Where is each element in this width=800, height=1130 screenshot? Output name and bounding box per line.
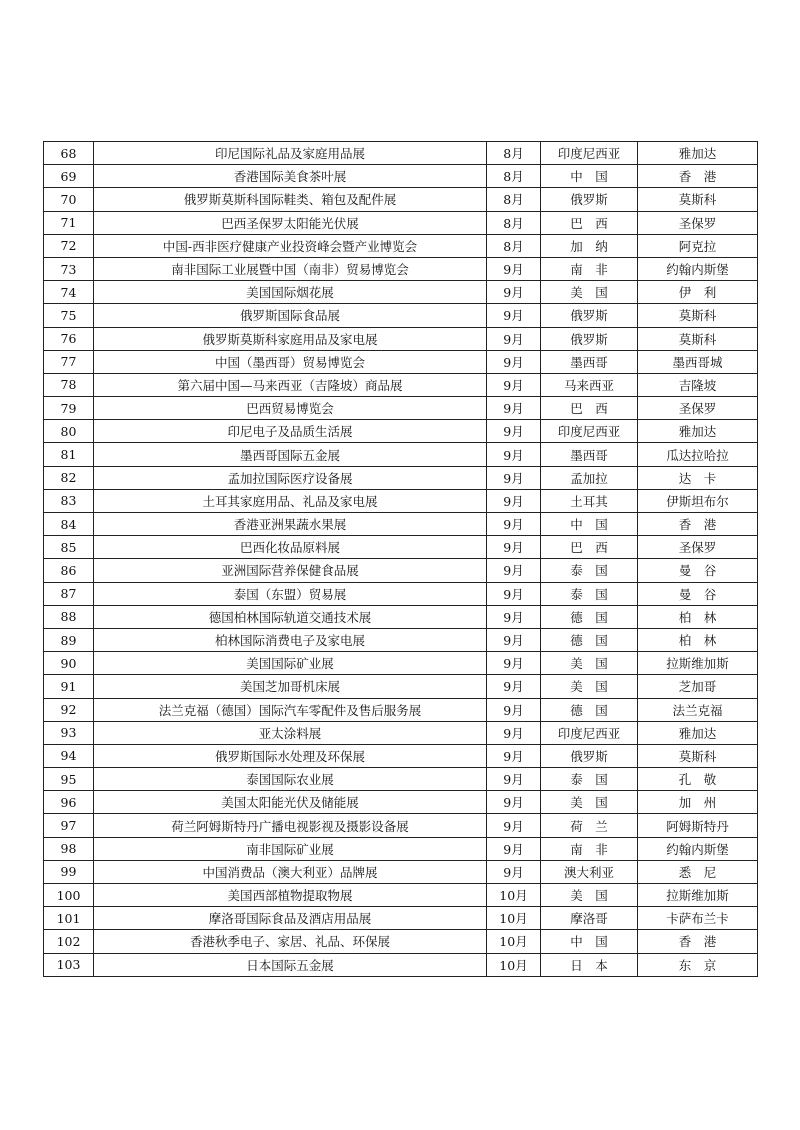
table-row xyxy=(44,397,758,420)
exhibition-month: 9月 xyxy=(487,582,541,605)
exhibition-city: 卡萨布兰卡 xyxy=(638,907,758,930)
exhibition-month: 9月 xyxy=(487,652,541,675)
exhibition-month: 9月 xyxy=(487,513,541,536)
exhibition-city: 柏 林 xyxy=(638,605,758,628)
exhibition-table-body xyxy=(44,142,758,977)
exhibition-name: 亚太涂料展 xyxy=(94,721,487,744)
table-row xyxy=(44,420,758,443)
row-number: 94 xyxy=(44,744,94,767)
row-number: 73 xyxy=(44,257,94,280)
row-number: 98 xyxy=(44,837,94,860)
table-row xyxy=(44,489,758,512)
exhibition-country: 南 非 xyxy=(541,837,638,860)
table-row xyxy=(44,559,758,582)
exhibition-name: 巴西化妆品原料展 xyxy=(94,536,487,559)
exhibition-month: 8月 xyxy=(487,188,541,211)
exhibition-country: 土耳其 xyxy=(541,489,638,512)
table-row xyxy=(44,304,758,327)
exhibition-month: 9月 xyxy=(487,791,541,814)
table-row xyxy=(44,814,758,837)
exhibition-month: 9月 xyxy=(487,744,541,767)
exhibition-month: 9月 xyxy=(487,559,541,582)
table-row xyxy=(44,744,758,767)
exhibition-name: 泰国（东盟）贸易展 xyxy=(94,582,487,605)
exhibition-country: 泰 国 xyxy=(541,582,638,605)
table-row xyxy=(44,652,758,675)
table-row xyxy=(44,536,758,559)
exhibition-city: 加 州 xyxy=(638,791,758,814)
exhibition-city: 吉隆坡 xyxy=(638,373,758,396)
row-number: 91 xyxy=(44,675,94,698)
table-row xyxy=(44,675,758,698)
exhibition-city: 雅加达 xyxy=(638,721,758,744)
table-row xyxy=(44,142,758,165)
row-number: 74 xyxy=(44,281,94,304)
row-number: 69 xyxy=(44,165,94,188)
exhibition-city: 莫斯科 xyxy=(638,304,758,327)
table-row xyxy=(44,791,758,814)
exhibition-country: 荷 兰 xyxy=(541,814,638,837)
exhibition-country: 俄罗斯 xyxy=(541,744,638,767)
exhibition-city: 阿姆斯特丹 xyxy=(638,814,758,837)
exhibition-name: 俄罗斯莫斯科家庭用品及家电展 xyxy=(94,327,487,350)
row-number: 88 xyxy=(44,605,94,628)
exhibition-month: 9月 xyxy=(487,350,541,373)
row-number: 101 xyxy=(44,907,94,930)
table-row xyxy=(44,234,758,257)
exhibition-city: 雅加达 xyxy=(638,142,758,165)
table-row xyxy=(44,373,758,396)
exhibition-country: 马来西亚 xyxy=(541,373,638,396)
row-number: 89 xyxy=(44,628,94,651)
exhibition-city: 莫斯科 xyxy=(638,188,758,211)
exhibition-city: 莫斯科 xyxy=(638,327,758,350)
exhibition-name: 俄罗斯国际食品展 xyxy=(94,304,487,327)
exhibition-city: 法兰克福 xyxy=(638,698,758,721)
table-row xyxy=(44,211,758,234)
row-number: 78 xyxy=(44,373,94,396)
table-row xyxy=(44,513,758,536)
exhibition-month: 9月 xyxy=(487,768,541,791)
row-number: 90 xyxy=(44,652,94,675)
exhibition-city: 香 港 xyxy=(638,930,758,953)
exhibition-city: 孔 敬 xyxy=(638,768,758,791)
exhibition-country: 印度尼西亚 xyxy=(541,420,638,443)
exhibition-name: 巴西圣保罗太阳能光伏展 xyxy=(94,211,487,234)
exhibition-table xyxy=(43,141,758,977)
exhibition-city: 拉斯维加斯 xyxy=(638,652,758,675)
exhibition-country: 孟加拉 xyxy=(541,466,638,489)
row-number: 103 xyxy=(44,953,94,976)
exhibition-name: 香港秋季电子、家居、礼品、环保展 xyxy=(94,930,487,953)
exhibition-country: 墨西哥 xyxy=(541,350,638,373)
row-number: 72 xyxy=(44,234,94,257)
row-number: 97 xyxy=(44,814,94,837)
exhibition-month: 9月 xyxy=(487,721,541,744)
exhibition-country: 德 国 xyxy=(541,698,638,721)
exhibition-country: 德 国 xyxy=(541,605,638,628)
exhibition-name: 美国西部植物提取物展 xyxy=(94,884,487,907)
exhibition-month: 9月 xyxy=(487,536,541,559)
exhibition-name: 中国消费品（澳大利亚）品牌展 xyxy=(94,860,487,883)
exhibition-month: 9月 xyxy=(487,257,541,280)
row-number: 68 xyxy=(44,142,94,165)
exhibition-month: 9月 xyxy=(487,837,541,860)
exhibition-country: 德 国 xyxy=(541,628,638,651)
exhibition-month: 9月 xyxy=(487,698,541,721)
exhibition-city: 香 港 xyxy=(638,513,758,536)
exhibition-month: 8月 xyxy=(487,234,541,257)
exhibition-month: 9月 xyxy=(487,466,541,489)
exhibition-city: 曼 谷 xyxy=(638,582,758,605)
exhibition-country: 摩洛哥 xyxy=(541,907,638,930)
exhibition-month: 9月 xyxy=(487,420,541,443)
exhibition-country: 印度尼西亚 xyxy=(541,721,638,744)
exhibition-country: 加 纳 xyxy=(541,234,638,257)
exhibition-city: 香 港 xyxy=(638,165,758,188)
table-row xyxy=(44,907,758,930)
exhibition-city: 曼 谷 xyxy=(638,559,758,582)
exhibition-name: 中国-西非医疗健康产业投资峰会暨产业博览会 xyxy=(94,234,487,257)
exhibition-name: 德国柏林国际轨道交通技术展 xyxy=(94,605,487,628)
exhibition-name: 南非国际工业展暨中国（南非）贸易博览会 xyxy=(94,257,487,280)
exhibition-city: 圣保罗 xyxy=(638,211,758,234)
exhibition-city: 雅加达 xyxy=(638,420,758,443)
exhibition-city: 约翰内斯堡 xyxy=(638,837,758,860)
table-row xyxy=(44,768,758,791)
table-row xyxy=(44,443,758,466)
table-row xyxy=(44,884,758,907)
exhibition-name: 美国国际烟花展 xyxy=(94,281,487,304)
exhibition-name: 柏林国际消费电子及家电展 xyxy=(94,628,487,651)
exhibition-country: 南 非 xyxy=(541,257,638,280)
exhibition-country: 俄罗斯 xyxy=(541,188,638,211)
exhibition-country: 美 国 xyxy=(541,791,638,814)
exhibition-month: 9月 xyxy=(487,675,541,698)
exhibition-country: 美 国 xyxy=(541,281,638,304)
row-number: 86 xyxy=(44,559,94,582)
exhibition-country: 美 国 xyxy=(541,884,638,907)
exhibition-country: 美 国 xyxy=(541,652,638,675)
table-row xyxy=(44,605,758,628)
exhibition-month: 9月 xyxy=(487,814,541,837)
table-row xyxy=(44,721,758,744)
exhibition-name: 香港国际美食茶叶展 xyxy=(94,165,487,188)
exhibition-city: 芝加哥 xyxy=(638,675,758,698)
table-row xyxy=(44,327,758,350)
table-row xyxy=(44,582,758,605)
exhibition-name: 俄罗斯国际水处理及环保展 xyxy=(94,744,487,767)
exhibition-month: 9月 xyxy=(487,397,541,420)
exhibition-month: 10月 xyxy=(487,907,541,930)
exhibition-city: 瓜达拉哈拉 xyxy=(638,443,758,466)
exhibition-city: 阿克拉 xyxy=(638,234,758,257)
row-number: 92 xyxy=(44,698,94,721)
exhibition-month: 9月 xyxy=(487,281,541,304)
table-row xyxy=(44,953,758,976)
exhibition-month: 9月 xyxy=(487,860,541,883)
exhibition-country: 中 国 xyxy=(541,513,638,536)
row-number: 83 xyxy=(44,489,94,512)
exhibition-month: 9月 xyxy=(487,605,541,628)
exhibition-name: 亚洲国际营养保健食品展 xyxy=(94,559,487,582)
table-row xyxy=(44,860,758,883)
exhibition-month: 10月 xyxy=(487,884,541,907)
row-number: 84 xyxy=(44,513,94,536)
exhibition-name: 墨西哥国际五金展 xyxy=(94,443,487,466)
table-row xyxy=(44,350,758,373)
exhibition-name: 土耳其家庭用品、礼品及家电展 xyxy=(94,489,487,512)
exhibition-month: 9月 xyxy=(487,628,541,651)
exhibition-month: 8月 xyxy=(487,165,541,188)
exhibition-city: 悉 尼 xyxy=(638,860,758,883)
exhibition-city: 伊 利 xyxy=(638,281,758,304)
table-row xyxy=(44,257,758,280)
exhibition-city: 约翰内斯堡 xyxy=(638,257,758,280)
exhibition-name: 俄罗斯莫斯科国际鞋类、箱包及配件展 xyxy=(94,188,487,211)
exhibition-city: 拉斯维加斯 xyxy=(638,884,758,907)
exhibition-city: 柏 林 xyxy=(638,628,758,651)
exhibition-country: 泰 国 xyxy=(541,768,638,791)
table-row xyxy=(44,165,758,188)
exhibition-month: 8月 xyxy=(487,142,541,165)
exhibition-country: 俄罗斯 xyxy=(541,327,638,350)
exhibition-city: 达 卡 xyxy=(638,466,758,489)
exhibition-name: 香港亚洲果蔬水果展 xyxy=(94,513,487,536)
table-row xyxy=(44,628,758,651)
exhibition-month: 10月 xyxy=(487,930,541,953)
exhibition-name: 荷兰阿姆斯特丹广播电视影视及摄影设备展 xyxy=(94,814,487,837)
exhibition-country: 澳大利亚 xyxy=(541,860,638,883)
exhibition-name: 印尼电子及品质生活展 xyxy=(94,420,487,443)
row-number: 99 xyxy=(44,860,94,883)
exhibition-country: 巴 西 xyxy=(541,536,638,559)
table-row xyxy=(44,281,758,304)
table-row xyxy=(44,837,758,860)
exhibition-city: 伊斯坦布尔 xyxy=(638,489,758,512)
row-number: 71 xyxy=(44,211,94,234)
row-number: 95 xyxy=(44,768,94,791)
exhibition-name: 美国芝加哥机床展 xyxy=(94,675,487,698)
exhibition-country: 中 国 xyxy=(541,930,638,953)
exhibition-name: 泰国国际农业展 xyxy=(94,768,487,791)
exhibition-city: 圣保罗 xyxy=(638,536,758,559)
row-number: 81 xyxy=(44,443,94,466)
exhibition-month: 9月 xyxy=(487,327,541,350)
exhibition-country: 俄罗斯 xyxy=(541,304,638,327)
table-row xyxy=(44,698,758,721)
exhibition-name: 中国（墨西哥）贸易博览会 xyxy=(94,350,487,373)
exhibition-country: 巴 西 xyxy=(541,211,638,234)
table-row xyxy=(44,466,758,489)
exhibition-city: 圣保罗 xyxy=(638,397,758,420)
row-number: 85 xyxy=(44,536,94,559)
row-number: 87 xyxy=(44,582,94,605)
exhibition-month: 8月 xyxy=(487,211,541,234)
row-number: 70 xyxy=(44,188,94,211)
row-number: 93 xyxy=(44,721,94,744)
exhibition-country: 中 国 xyxy=(541,165,638,188)
exhibition-name: 日本国际五金展 xyxy=(94,953,487,976)
exhibition-name: 南非国际矿业展 xyxy=(94,837,487,860)
exhibition-country: 巴 西 xyxy=(541,397,638,420)
exhibition-name: 印尼国际礼品及家庭用品展 xyxy=(94,142,487,165)
exhibition-country: 泰 国 xyxy=(541,559,638,582)
exhibition-country: 日 本 xyxy=(541,953,638,976)
exhibition-country: 美 国 xyxy=(541,675,638,698)
exhibition-country: 印度尼西亚 xyxy=(541,142,638,165)
table-row xyxy=(44,930,758,953)
row-number: 79 xyxy=(44,397,94,420)
exhibition-month: 9月 xyxy=(487,304,541,327)
exhibition-city: 东 京 xyxy=(638,953,758,976)
exhibition-name: 摩洛哥国际食品及酒店用品展 xyxy=(94,907,487,930)
exhibition-month: 9月 xyxy=(487,373,541,396)
exhibition-month: 9月 xyxy=(487,489,541,512)
exhibition-month: 10月 xyxy=(487,953,541,976)
exhibition-name: 美国太阳能光伏及储能展 xyxy=(94,791,487,814)
row-number: 80 xyxy=(44,420,94,443)
row-number: 75 xyxy=(44,304,94,327)
exhibition-month: 9月 xyxy=(487,443,541,466)
row-number: 100 xyxy=(44,884,94,907)
row-number: 82 xyxy=(44,466,94,489)
row-number: 76 xyxy=(44,327,94,350)
row-number: 77 xyxy=(44,350,94,373)
table-row xyxy=(44,188,758,211)
row-number: 96 xyxy=(44,791,94,814)
exhibition-name: 美国国际矿业展 xyxy=(94,652,487,675)
exhibition-country: 墨西哥 xyxy=(541,443,638,466)
exhibition-city: 莫斯科 xyxy=(638,744,758,767)
exhibition-name: 巴西贸易博览会 xyxy=(94,397,487,420)
exhibition-name: 法兰克福（德国）国际汽车零配件及售后服务展 xyxy=(94,698,487,721)
row-number: 102 xyxy=(44,930,94,953)
exhibition-name: 孟加拉国际医疗设备展 xyxy=(94,466,487,489)
exhibition-name: 第六届中国—马来西亚（吉隆坡）商品展 xyxy=(94,373,487,396)
exhibition-city: 墨西哥城 xyxy=(638,350,758,373)
